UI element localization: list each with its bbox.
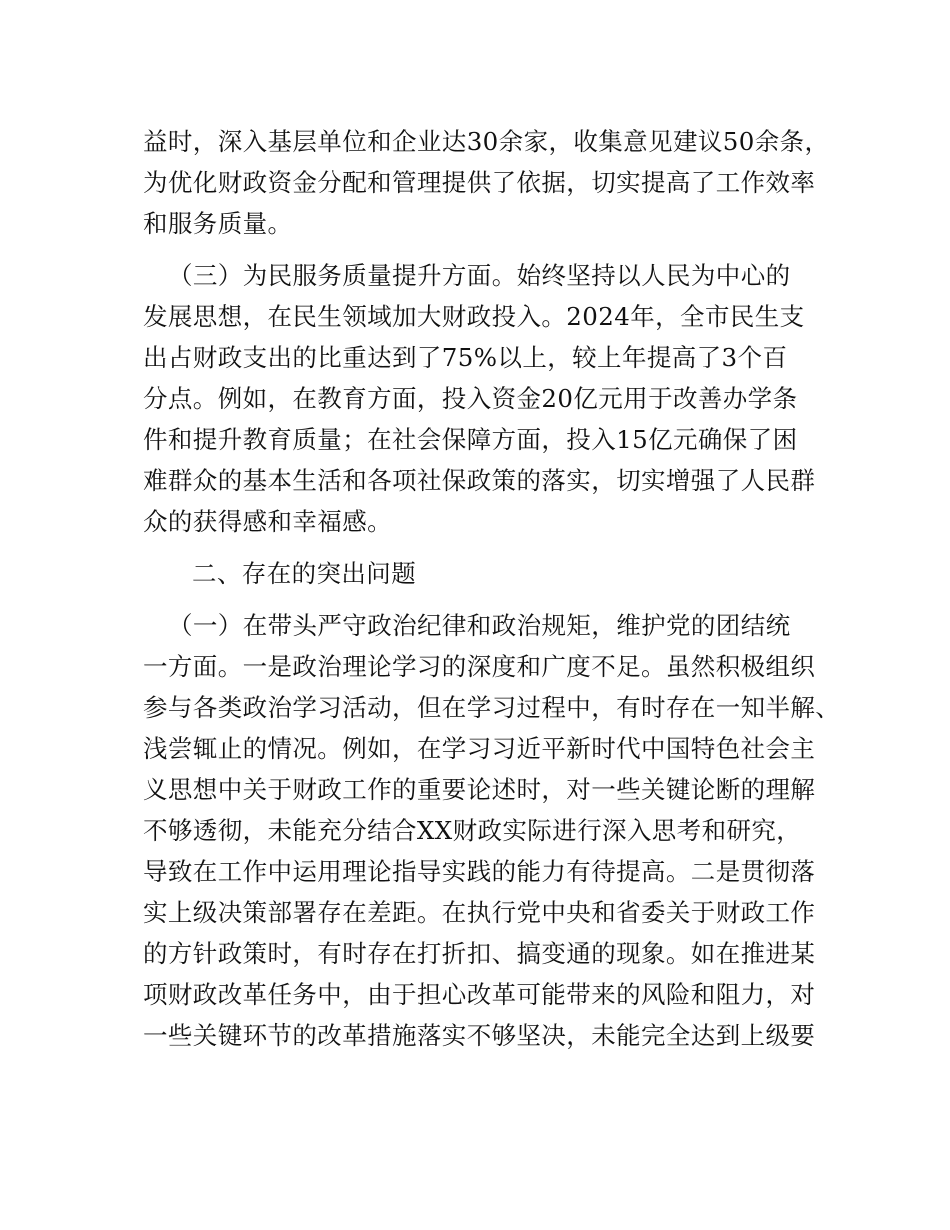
section-heading-line: （三）为民服务质量提升方面。始终坚持以人民为中心的 [168, 261, 791, 290]
text-line: 和服务质量。 [143, 209, 293, 238]
text-line: 不够透彻，未能充分结合XX财政实际进行深入思考和研究， [143, 816, 802, 845]
text-line: 众的获得感和幸福感。 [143, 507, 392, 536]
text-line: 分点。例如，在教育方面，投入资金20亿元用于改善办学条 [143, 384, 798, 413]
text-line: 的方针政策时，有时存在打折扣、搞变通的现象。如在推进某 [143, 939, 816, 968]
text-line: 义思想中关于财政工作的重要论述时，对一些关键论断的理解 [143, 775, 816, 804]
text-line: 导致在工作中运用理论指导实践的能力有待提高。二是贯彻落 [143, 857, 816, 886]
text-line: 一方面。一是政治理论学习的深度和广度不足。虽然积极组织 [143, 652, 816, 681]
section-title: 二、存在的突出问题 [192, 559, 417, 588]
text-line: 件和提升教育质量；在社会保障方面，投入15亿元确保了困 [143, 425, 798, 454]
text-line: 项财政改革任务中，由于担心改革可能带来的风险和阻力，对 [143, 980, 816, 1009]
text-line: 发展思想，在民生领域加大财政投入。2024年，全市民生支 [143, 302, 805, 331]
text-line: 为优化财政资金分配和管理提供了依据，切实提高了工作效率 [143, 168, 816, 197]
text-line: 实上级决策部署存在差距。在执行党中央和省委关于财政工作 [143, 898, 816, 927]
text-line: 参与各类政治学习活动，但在学习过程中，有时存在一知半解、 [143, 693, 841, 722]
section-heading-line: （一）在带头严守政治纪律和政治规矩，维护党的团结统 [168, 611, 791, 640]
text-line: 出占财政支出的比重达到了75%以上，较上年提高了3个百 [143, 343, 788, 372]
text-line: 益时，深入基层单位和企业达30余家，收集意见建议50余条， [143, 127, 830, 156]
text-line: 浅尝辄止的情况。例如，在学习习近平新时代中国特色社会主 [143, 734, 816, 763]
text-line: 难群众的基本生活和各项社保政策的落实，切实增强了人民群 [143, 466, 816, 495]
text-line: 一些关键环节的改革措施落实不够坚决，未能完全达到上级要 [143, 1021, 816, 1050]
